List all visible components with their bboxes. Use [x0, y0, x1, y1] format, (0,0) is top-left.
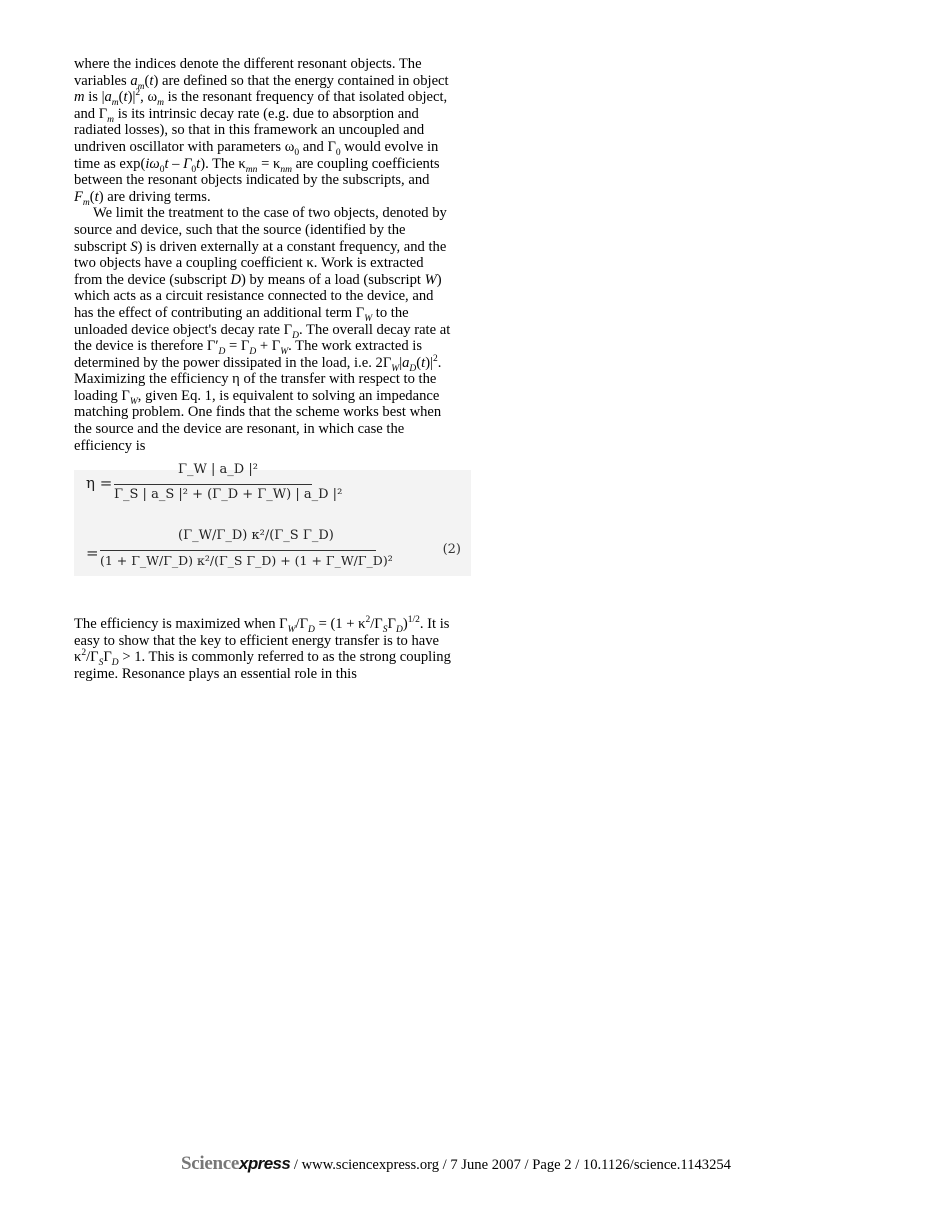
equation-numerator-1: Γ_W | a_D |²: [178, 462, 258, 477]
equation-number: (2): [442, 542, 461, 557]
page-footer: [181, 1153, 731, 1175]
fraction-bar-1: [114, 484, 312, 485]
eta-symbol: η =: [86, 474, 113, 492]
fraction-bar-2: [100, 550, 376, 551]
paragraph-1-text: where the indices denote the different resonant objects. The variables $a_m(t)$ are defined so that the energy contained in object m is $|a_m(t)|^2$, $\omega_m$ is the resonant frequency of that isolated object, and $\Gamma_m$ is its intrinsic decay rate (e.g. due to absorption and radiated losses), so that in this framework an uncoupled and undriven oscillator with parameters $\omega_0$ and $\Gamma_0$ would evolve in time as $\exp(i\omega_0t - \Gamma_0t)$. The $\kappa_{mn} = \kappa_{nm}$ are coupling coefficients between the resonant objects indicated by the subscripts, and $F_m(t)$ are driving terms.: [74, 56, 449, 208]
footer-citation: / www.sciencexpress.org / 7 June 2007 / Page 2 / 10.1126/science.1143254: [290, 1157, 731, 1173]
paragraph-1: [74, 56, 452, 454]
paragraph-3: [74, 616, 452, 682]
equals-sign: =: [86, 544, 99, 562]
equation-numerator-2: (Γ_W/Γ_D) κ²/(Γ_S Γ_D): [178, 528, 334, 543]
paragraph-2-text: We limit the treatment to the case of two objects, denoted by source and device, such that the source (identified by the subscript S) is driven externally at a constant frequency, and the two objects have a coupling coefficient κ. Work is extracted from the device (subscript D) by means of a load (subscript W) which acts as a circuit resistance connected to the device, and has the effect of contributing an additional term $\Gamma_W$ to the unloaded device object's decay rate $\Gamma_D$. The overall decay rate at the device is therefore $\Gamma'_D = \Gamma_D + \Gamma_W$. The work extracted is determined by the power dissipated in the load, i.e. $2\Gamma_W|a_D(t)|^2$. Maximizing the efficiency η of the transfer with respect to the loading $\Gamma_W$, given Eq. 1, is equivalent to solving an impedance matching problem. One finds that the scheme works best when the source and the device are resonant, in which case the efficiency is: [74, 205, 451, 454]
equation-denominator-1: Γ_S | a_S |² + (Γ_D + Γ_W) | a_D |²: [114, 487, 343, 502]
sciencexpress-logo: Sciencexpress: [181, 1153, 291, 1174]
equation-2-image: [74, 462, 471, 576]
paragraph-3-text: The efficiency is maximized when $\Gamma_W/\Gamma_D = (1 + \kappa^2/\Gamma_S\Gamma_D)^{1/2}$. It is easy to show that the key to efficient energy transfer is to have $\kappa^2/\Gamma_S\Gamma_D > 1$. This is commonly referred to as the strong coupling regime. Resonance plays an essential role in this: [74, 615, 451, 682]
equation-denominator-2: (1 + Γ_W/Γ_D) κ²/(Γ_S Γ_D) + (1 + Γ_W/Γ_D)²: [100, 553, 393, 568]
